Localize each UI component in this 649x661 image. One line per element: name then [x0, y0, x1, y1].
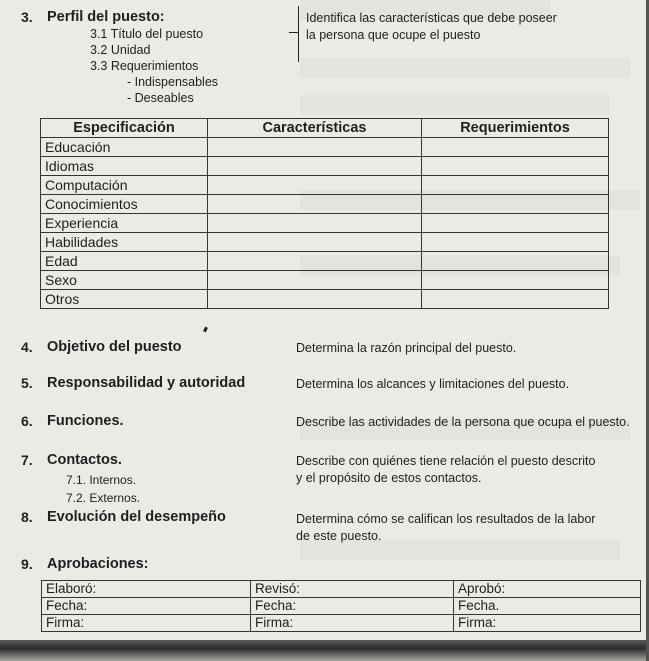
table-row — [41, 214, 609, 233]
section-5-title: Responsabilidad y autoridad — [47, 375, 246, 391]
page-bottom-edge — [0, 640, 649, 661]
bleed-through — [300, 95, 610, 115]
bracket-text: Identifica las características que debe poseer la persona que ocupe el puesto — [306, 11, 557, 42]
approval-cell: Firma: — [42, 615, 251, 632]
bleed-through — [300, 58, 630, 78]
table-row — [41, 157, 609, 176]
section-4-number: 4. — [21, 339, 33, 355]
table-cell — [422, 252, 609, 271]
approval-cell: Fecha: — [251, 598, 454, 615]
approval-cell: Aprobó: — [454, 581, 641, 598]
section-5-desc: Determina los alcances y limitaciones del puesto. — [296, 377, 570, 391]
approval-cell: Fecha. — [454, 598, 641, 615]
row-label: Sexo — [41, 271, 208, 290]
table-row — [41, 195, 609, 214]
section-3-item: 3.3 Requerimientos — [90, 59, 199, 73]
section-4-title: Objetivo del puesto — [47, 339, 182, 355]
table-cell — [208, 252, 422, 271]
table-row — [42, 598, 641, 615]
table-cell — [208, 290, 422, 309]
section-8-number: 8. — [21, 509, 33, 525]
row-label: Computación — [41, 176, 208, 195]
section-6-title: Funciones. — [47, 413, 124, 429]
table-cell — [208, 195, 422, 214]
table-cell — [208, 176, 422, 195]
approvals-table — [41, 580, 641, 632]
row-label: Edad — [41, 252, 208, 271]
section-8-desc: Determina cómo se califican los resultados de la labor de este puesto. — [296, 512, 596, 543]
table-cell — [208, 271, 422, 290]
table-row — [41, 252, 609, 271]
table-cell — [208, 233, 422, 252]
row-label: Educación — [41, 138, 208, 157]
section-7-desc: Describe con quiénes tiene relación el puesto descrito y el propósito de estos contactos. — [296, 454, 596, 485]
table-header-row — [41, 119, 609, 138]
approval-cell: Firma: — [251, 615, 454, 632]
table-row — [41, 233, 609, 252]
row-label: Experiencia — [41, 214, 208, 233]
section-9-number: 9. — [21, 556, 33, 572]
approval-cell: Revisó: — [251, 581, 454, 598]
row-label: Otros — [41, 290, 208, 309]
row-label: Idiomas — [41, 157, 208, 176]
section-7-item: 7.2. Externos. — [66, 491, 141, 505]
table-row — [42, 581, 641, 598]
row-label: Conocimientos — [41, 195, 208, 214]
table-cell — [422, 290, 609, 309]
section-9-title: Aprobaciones: — [47, 556, 149, 572]
section-3-subitem: - Indispensables — [127, 75, 219, 89]
table-cell — [422, 157, 609, 176]
section-3-title: Perfil del puesto: — [47, 9, 165, 25]
section-8-title: Evolución del desempeño — [47, 509, 226, 525]
stray-mark — [203, 327, 208, 333]
approval-cell: Firma: — [454, 615, 641, 632]
section-7-item: 7.1. Internos. — [66, 473, 137, 487]
section-5-number: 5. — [21, 375, 33, 391]
table-row — [41, 176, 609, 195]
header-caracteristicas: Características — [208, 119, 422, 138]
specification-table — [40, 118, 609, 309]
approval-cell: Elaboró: — [42, 581, 251, 598]
section-3-number: 3. — [21, 9, 33, 25]
table-cell — [422, 271, 609, 290]
section-4-desc: Determina la razón principal del puesto. — [296, 341, 517, 355]
header-especificacion: Especificación — [41, 119, 208, 138]
header-requerimientos: Requerimientos — [422, 119, 609, 138]
table-cell — [422, 214, 609, 233]
section-3-item: 3.1 Título del puesto — [90, 27, 204, 41]
section-7-title: Contactos. — [47, 452, 122, 468]
section-6-desc: Describe las actividades de la persona que ocupa el puesto. — [296, 415, 630, 429]
section-6-number: 6. — [21, 413, 33, 429]
table-row — [41, 290, 609, 309]
section-7-number: 7. — [21, 452, 33, 468]
table-row — [41, 138, 609, 157]
row-label: Habilidades — [41, 233, 208, 252]
section-3-subitem: - Deseables — [127, 91, 194, 105]
table-cell — [208, 214, 422, 233]
table-cell — [422, 176, 609, 195]
table-row — [42, 615, 641, 632]
table-cell — [208, 157, 422, 176]
section-3-item: 3.2 Unidad — [90, 43, 151, 57]
table-cell — [422, 138, 609, 157]
table-cell — [208, 138, 422, 157]
table-row — [41, 271, 609, 290]
approval-cell: Fecha: — [42, 598, 251, 615]
table-cell — [422, 195, 609, 214]
table-cell — [422, 233, 609, 252]
